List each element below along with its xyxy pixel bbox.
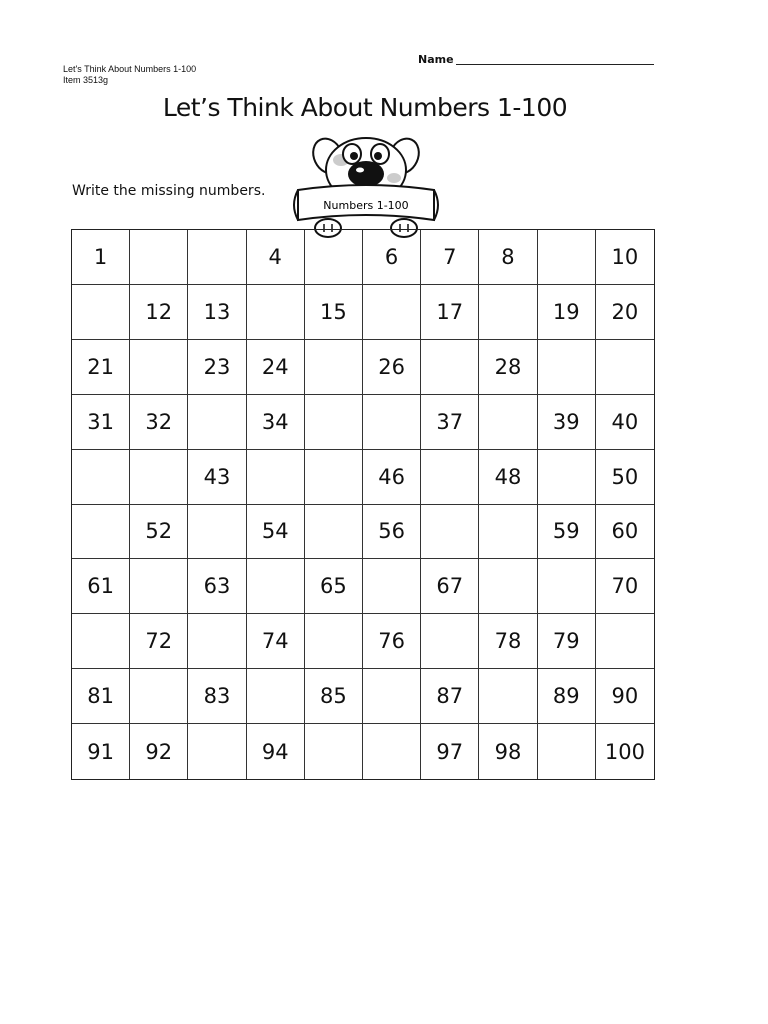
- number-cell: 8: [479, 230, 537, 285]
- hundreds-chart-grid: [71, 229, 655, 780]
- blank-number-cell[interactable]: [363, 669, 421, 724]
- page-title: Let’s Think About Numbers 1-100: [162, 93, 568, 122]
- blank-number-cell[interactable]: [305, 450, 363, 505]
- number-cell: 63: [188, 559, 246, 614]
- number-cell: 98: [479, 724, 537, 779]
- number-cell: 56: [363, 505, 421, 560]
- name-label: Name: [418, 53, 454, 66]
- blank-number-cell[interactable]: [479, 505, 537, 560]
- number-cell: 28: [479, 340, 537, 395]
- number-cell: 31: [72, 395, 130, 450]
- number-cell: 90: [596, 669, 654, 724]
- number-cell: 92: [130, 724, 188, 779]
- number-cell: 54: [247, 505, 305, 560]
- blank-number-cell[interactable]: [596, 614, 654, 669]
- blank-number-cell[interactable]: [479, 285, 537, 340]
- blank-number-cell[interactable]: [305, 230, 363, 285]
- number-cell: 32: [130, 395, 188, 450]
- blank-number-cell[interactable]: [479, 395, 537, 450]
- number-cell: 83: [188, 669, 246, 724]
- blank-number-cell[interactable]: [247, 285, 305, 340]
- worksheet-meta-title: Let's Think About Numbers 1-100: [63, 64, 197, 74]
- number-cell: 24: [247, 340, 305, 395]
- blank-number-cell[interactable]: [479, 669, 537, 724]
- number-cell: 48: [479, 450, 537, 505]
- dog-mascot-icon: [286, 128, 446, 240]
- worksheet-item-number: Item 3513g: [63, 75, 109, 85]
- number-cell: 1: [72, 230, 130, 285]
- number-cell: 76: [363, 614, 421, 669]
- blank-number-cell[interactable]: [247, 669, 305, 724]
- number-cell: 87: [421, 669, 479, 724]
- number-cell: 50: [596, 450, 654, 505]
- blank-number-cell[interactable]: [188, 724, 246, 779]
- blank-number-cell[interactable]: [363, 559, 421, 614]
- number-cell: 21: [72, 340, 130, 395]
- blank-number-cell[interactable]: [188, 505, 246, 560]
- blank-number-cell[interactable]: [538, 230, 596, 285]
- blank-number-cell[interactable]: [363, 285, 421, 340]
- number-cell: 12: [130, 285, 188, 340]
- number-cell: 67: [421, 559, 479, 614]
- blank-number-cell[interactable]: [130, 669, 188, 724]
- number-cell: 34: [247, 395, 305, 450]
- blank-number-cell[interactable]: [305, 505, 363, 560]
- blank-number-cell[interactable]: [188, 230, 246, 285]
- number-cell: 100: [604, 739, 645, 764]
- blank-number-cell[interactable]: [538, 340, 596, 395]
- blank-number-cell[interactable]: [247, 559, 305, 614]
- blank-number-cell[interactable]: [596, 340, 654, 395]
- number-cell: 52: [130, 505, 188, 560]
- number-cell: 46: [363, 450, 421, 505]
- blank-number-cell[interactable]: [538, 450, 596, 505]
- number-cell: 37: [421, 395, 479, 450]
- blank-number-cell[interactable]: [72, 614, 130, 669]
- number-cell: 78: [479, 614, 537, 669]
- number-cell: 20: [596, 285, 654, 340]
- number-cell: 65: [305, 559, 363, 614]
- blank-number-cell[interactable]: [130, 450, 188, 505]
- number-cell: 97: [421, 724, 479, 779]
- number-cell: 72: [130, 614, 188, 669]
- number-cell: 91: [72, 724, 130, 779]
- number-cell: 89: [538, 669, 596, 724]
- blank-number-cell[interactable]: [72, 450, 130, 505]
- number-cell: 85: [305, 669, 363, 724]
- blank-number-cell[interactable]: [130, 559, 188, 614]
- number-cell: 10: [596, 230, 654, 285]
- number-cell: 40: [596, 395, 654, 450]
- number-cell: 79: [538, 614, 596, 669]
- blank-number-cell[interactable]: [305, 395, 363, 450]
- name-field-line[interactable]: [456, 64, 654, 65]
- number-cell: 70: [596, 559, 654, 614]
- blank-number-cell[interactable]: [305, 724, 363, 779]
- number-cell: 6: [363, 230, 421, 285]
- number-cell: 94: [247, 724, 305, 779]
- number-cell: 17: [421, 285, 479, 340]
- blank-number-cell[interactable]: [421, 450, 479, 505]
- instructions: Write the missing numbers.: [72, 183, 266, 199]
- number-cell: 13: [188, 285, 246, 340]
- blank-number-cell[interactable]: [130, 340, 188, 395]
- blank-number-cell[interactable]: [421, 340, 479, 395]
- blank-number-cell[interactable]: [363, 395, 421, 450]
- number-cell: 43: [188, 450, 246, 505]
- blank-number-cell[interactable]: [305, 614, 363, 669]
- worksheet-meta: [63, 64, 196, 86]
- blank-number-cell[interactable]: [188, 395, 246, 450]
- number-cell: 81: [72, 669, 130, 724]
- blank-number-cell[interactable]: [247, 450, 305, 505]
- number-cell: 60: [596, 505, 654, 560]
- blank-number-cell[interactable]: [479, 559, 537, 614]
- blank-number-cell[interactable]: [538, 559, 596, 614]
- blank-number-cell[interactable]: [538, 724, 596, 779]
- blank-number-cell[interactable]: [305, 340, 363, 395]
- blank-number-cell[interactable]: [363, 724, 421, 779]
- blank-number-cell[interactable]: [72, 505, 130, 560]
- blank-number-cell[interactable]: [421, 614, 479, 669]
- number-cell: 23: [188, 340, 246, 395]
- number-cell: 19: [538, 285, 596, 340]
- blank-number-cell[interactable]: [421, 505, 479, 560]
- number-cell: 61: [72, 559, 130, 614]
- number-cell: 4: [247, 230, 305, 285]
- number-cell: 7: [421, 230, 479, 285]
- number-cell: 15: [305, 285, 363, 340]
- number-cell: 59: [538, 505, 596, 560]
- blank-number-cell[interactable]: [72, 285, 130, 340]
- number-cell: 74: [247, 614, 305, 669]
- blank-number-cell[interactable]: [188, 614, 246, 669]
- blank-number-cell[interactable]: [130, 230, 188, 285]
- number-cell: 39: [538, 395, 596, 450]
- number-cell: 26: [363, 340, 421, 395]
- mascot-banner-text: Numbers 1-100: [323, 199, 409, 212]
